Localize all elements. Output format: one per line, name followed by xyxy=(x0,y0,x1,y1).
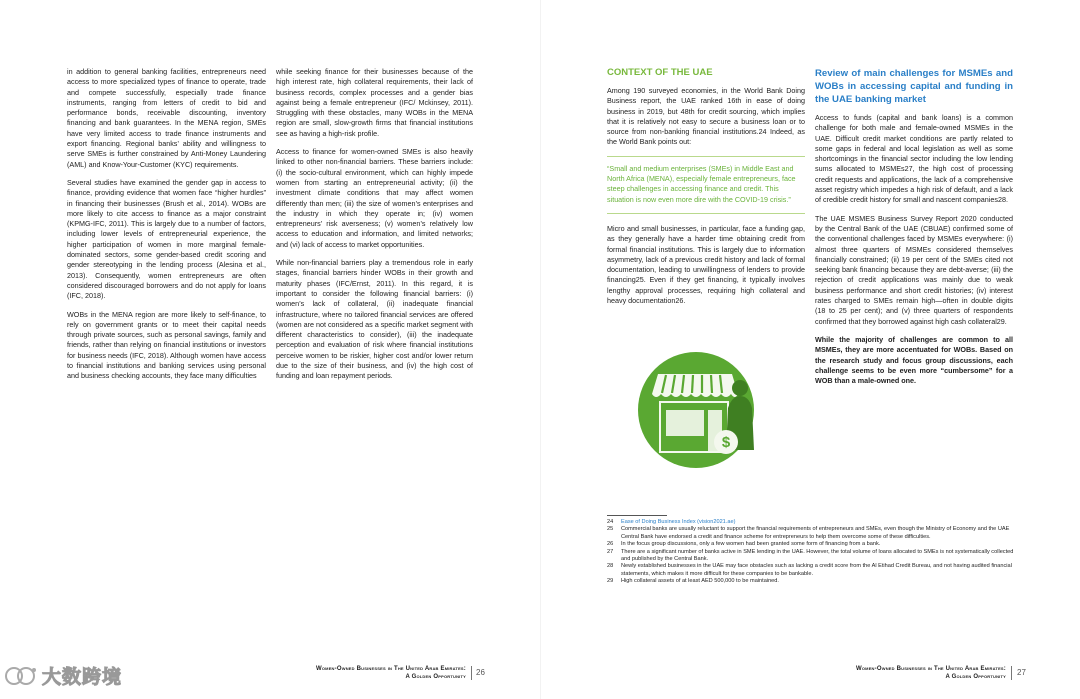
section-heading: CONTEXT OF THE UAE xyxy=(607,67,713,78)
page-number: 26 xyxy=(476,668,485,677)
footnote-link[interactable]: Ease of Doing Business Index (vision2021.ae) xyxy=(621,519,736,525)
footnotes xyxy=(607,515,1015,586)
svg-text:$: $ xyxy=(721,434,731,451)
footnote: 27 There are a significant number of banks active in SME lending in the UAE. However, the total volume of loans allocated to SMEs is not systematically collected and published by the Central Bank. xyxy=(607,548,1014,563)
paragraph: while seeking finance for their businesses because of the high interest rate, high collateral requirements, their lack of business records, complex processes and a gender bias against being a female entrepreneur (IFC/ Mckinsey, 2011). Struggling with these obstacles, many WOBs in the MENA region are small, slow-growth firms that financial institutions see as having a high-risk profile. xyxy=(276,67,473,138)
footnote: 29 High collateral assets of at least AED 500,000 to be maintained. xyxy=(607,578,779,585)
paragraph: in addition to general banking facilities, entrepreneurs need access to more specialized types of finance to operate, trade and compete successfully, especially trade finance instruments, ranging from letters of credit to bid and performance bonds, receivable discounting, inventory financing and bank guarantees. In the MENA region, SMEs have very limited access to trade finance instruments and export financing. Regional banks’ ability and willingness to serve SMEs is further constrained by Anti-Money Laundering (AML) and Know-Your-Customer (KYC) requirements. xyxy=(67,67,266,169)
left-running-footer: Women-Owned Businesses in The United Arab Emirates: A Golden Opportunity xyxy=(315,666,466,680)
footer-separator xyxy=(1011,666,1012,680)
paragraph: Micro and small businesses, in particular, face a funding gap, as they generally have a harder time obtaining credit from formal financial institutions. This is largely due to information asymmetry, lack of a previous credit history and lack of formal documentation, leading to unwillingness of lenders to provide financing25. Even if they get financing, it typically involves lengthy approval processes, requiring high collateral and heavy documentation26. xyxy=(607,223,805,306)
footer-separator xyxy=(471,666,472,680)
paragraph: Several studies have examined the gender gap in access to finance, providing evidence that women face “higher hurdles” in financing their businesses (Brush et al., 2014). WOBs are more likely to cite access to finance as a major constraint (KPMG-IFC, 2011). This is largely due to a number of factors, including lower levels of entrepreneurial experience, the higher participation of women in more marginal female-dominated sectors, some gender-based credit scoring and gender stereotyping in the lending process (Alesina et al., 2013). Consequently, women entrepreneurs are often considered discouraged borrowers and do not apply for loans (IFC, 2018). xyxy=(67,177,266,301)
footnote: 25 Commercial banks are usually reluctant to support the financial requirements of entrepreneurs and SMEs, even though the Ministry of Economy and the UAE Central Bank have endorsed a credit and finance scheme for entrepreneurs to help them overcome some of these difficulties. xyxy=(607,526,1010,540)
left-column-2 xyxy=(276,67,473,390)
watermark-logo-icon xyxy=(4,664,38,688)
left-column-1 xyxy=(67,67,266,390)
paragraph-emphasis: While the majority of challenges are common to all MSMEs, they are more accentuated for WOBs. Based on the research study and focus group discussions, each challenge seems to be even more “cumbersome” for a WOB than a male-owned one. xyxy=(815,334,1013,386)
right-column-2 xyxy=(815,67,1013,394)
footnote: 24 Ease of Doing Business Index (vision2021.ae) xyxy=(607,519,1015,526)
paragraph: While non-financial barriers play a tremendous role in early stages, financial barriers hinder WOBs in their growth and maturity phases (IFC/Ernst, 2011). In this regard, it is important to consider the following financial barriers: (i) women’s lack of collateral, (ii) inadequate financial infrastructure, where no tailored financial services are offered (women are not considered as a specific market segment with different characteristics to consider), (iii) the inadequate perception and evaluation of risk where financial institutions perceive women to be riskier, higher cost and/or lower return due to the size of their business, and (iv) the high cost of funding and loan repayment periods. xyxy=(276,258,473,381)
shop-finance-illustration xyxy=(620,350,772,470)
footnote-rule xyxy=(607,515,667,516)
footnote: 28 Newly established businesses in the UAE may face obstacles such as lacking a credit score from the Al Etihad Credit Bureau, and not having audited financial statements, which makes it more difficult for these companies to be bankable. xyxy=(607,563,1012,577)
page-gutter xyxy=(540,0,541,699)
footnote: 26 In the focus group discussions, only a few women had been granted some form of financing from a bank. xyxy=(607,541,881,548)
paragraph: The UAE MSMES Business Survey Report 2020 conducted by the Central Bank of the UAE (CBUAE) confirmed some of the conventional challenges faced by MSMEs everywhere: (i) almost three quarters of MSMEs considered themselves financially constrained; (ii) 19 per cent of the SMEs cited not seeking bank financing because they are debt-averse; (iii) the rejection of credit applications was mainly due to weak business performance and short credit histories; (iv) interest rates charged to SMEs remain high—often in double digits (18 to 25 per cent); and (v) three quarters of respondents confirmed that they borrowed against high cash collateral29. xyxy=(815,213,1013,326)
pull-quote: “Small and medium enterprises (SMEs) in Middle East and North Africa (MENA), especially female entrepreneurs, face steep challenges in accessing finance and credit. This situation is now even more dire with the COVID-19 crisis.” xyxy=(607,156,805,214)
paragraph: Access to finance for women-owned SMEs is also heavily linked to other non-financial barriers. These barriers include: (i) the socio-cultural environment, which can highly impede women from starting an entrepreneurial activity; (ii) the investment climate conditions that may affect women differently than men; (iii) the size of women’s enterprises and the industry in which they operate in; (iv) women entrepreneurs’ risk averseness; (v) women’s relatively low access to education and information, and limited networks; and (vi) lack of access to market opportunities. xyxy=(276,147,473,249)
right-running-footer: Women-Owned Businesses in The United Arab Emirates: A Golden Opportunity xyxy=(855,666,1006,680)
watermark: 大数跨境 xyxy=(4,662,122,689)
page-number: 27 xyxy=(1017,668,1026,677)
paragraph: Among 190 surveyed economies, in the World Bank Doing Business report, the UAE ranked 16th in ease of doing business in 2019, but 48th for credit sourcing, which implies that it is relatively not easy to secure a business loan or to source from non-banking financial institutions.24 Indeed, as the World Bank points out: xyxy=(607,86,805,147)
paragraph: Access to funds (capital and bank loans) is a common challenge for both male and female-owned MSMEs in the UAE. Difficult credit market conditions are partly related to some gaps in federal and local legislation as well as some shortcomings in the financial sector including the low lending sums allocated to MSMEs27, the high cost of processing credit requests and applications, the lack of a comprehensive asset registry which impedes a high risk of default, and a lack of credible credit history for small and nascent companies28. xyxy=(815,113,1013,205)
right-column-1 xyxy=(607,67,805,314)
paragraph: WOBs in the MENA region are more likely to self-finance, to rely on government grants or to meet their capital needs through private sources, such as personal savings, family and friends, rather than relying on financial institutions or investors for business needs (IFC, 2018). Although women have access to financial institutions and banking services using personal and business checking accounts, they face many difficulties xyxy=(67,309,266,381)
section-heading: Review of main challenges for MSMEs and WOBs in accessing capital and funding in the UAE banking market xyxy=(815,68,1013,105)
